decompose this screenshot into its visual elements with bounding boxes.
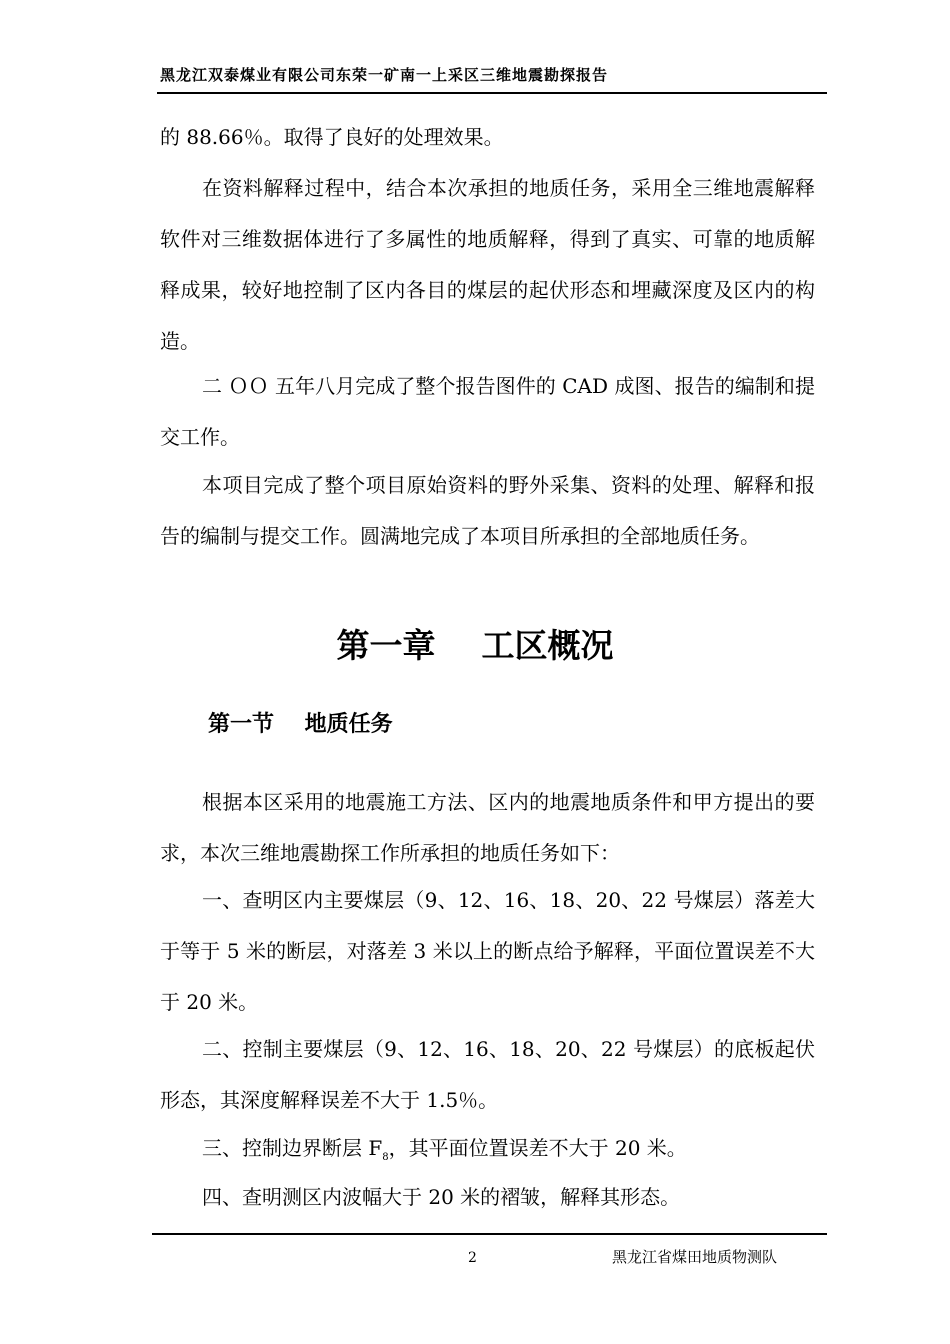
geologic-task-1: 一、查明区内主要煤层（9、12、16、18、20、22 号煤层）落差大于等于 5 米的断层，对落差 3 米以上的断点给予解释，平面位置误差不大于 20 米。 <box>160 888 815 1014</box>
chapter-title: 第一章 工区概况 <box>336 626 614 665</box>
header-divider <box>157 92 827 94</box>
fault-subscript: 8 <box>382 1152 389 1163</box>
intro-paragraph-2: 在资料解释过程中，结合本次承担的地质任务，采用全三维地震解释软件对三维数据体进行了多属性的地质解释，得到了真实、可靠的地质解释成果，较好地控制了区内各目的煤层的起伏形态和埋藏深度及区内的构造。 <box>160 176 815 353</box>
task-3-prefix: 三、控制边界断层 F <box>202 1136 383 1160</box>
report-header-title: 黑龙江双泰煤业有限公司东荣一矿南一上采区三维地震勘探报告 <box>160 66 609 84</box>
intro-paragraph-1: 的 88.66％。取得了良好的处理效果。 <box>160 125 504 149</box>
intro-paragraph-4: 本项目完成了整个项目原始资料的野外采集、资料的处理、解释和报告的编制与提交工作。圆满地完成了本项目所承担的全部地质任务。 <box>160 473 815 548</box>
intro-paragraph-3: 二 ＯＯ 五年八月完成了整个报告图件的 CAD 成图、报告的编制和提交工作。 <box>160 374 815 449</box>
section-intro-paragraph: 根据本区采用的地震施工方法、区内的地震地质条件和甲方提出的要求，本次三维地震勘探工作所承担的地质任务如下： <box>160 790 815 865</box>
geologic-task-2: 二、控制主要煤层（9、12、16、18、20、22 号煤层）的底板起伏形态，其深度解释误差不大于 1.5％。 <box>160 1037 815 1112</box>
page-number: 2 <box>468 1250 477 1266</box>
footer-divider <box>152 1233 827 1235</box>
footer-organization: 黑龙江省煤田地质物测队 <box>612 1248 778 1266</box>
geologic-task-4: 四、查明测区内波幅大于 20 米的褶皱，解释其形态。 <box>202 1185 681 1209</box>
task-3-suffix: ，其平面位置误差不大于 20 米。 <box>388 1136 687 1160</box>
section-title: 第一节 地质任务 <box>208 712 393 737</box>
